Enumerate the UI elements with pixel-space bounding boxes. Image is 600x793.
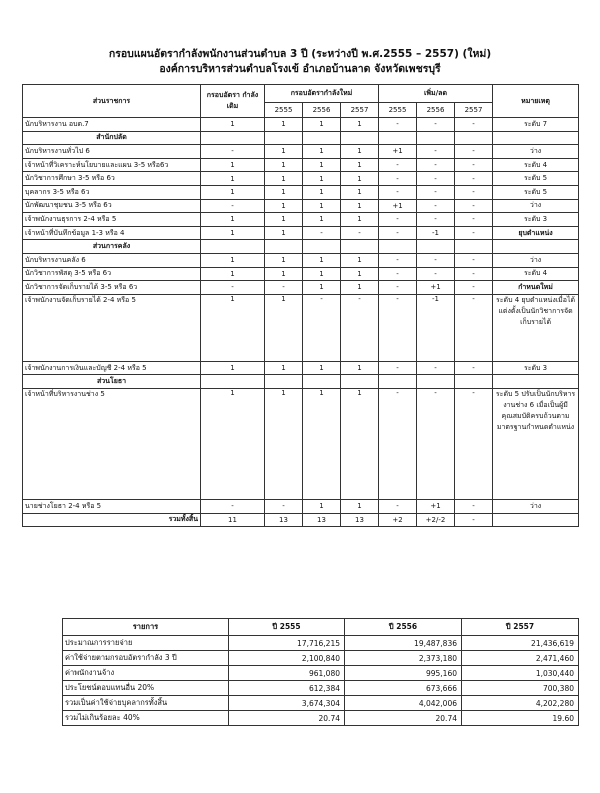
budget-value: 3,674,304 — [229, 696, 345, 711]
empty-cell — [417, 375, 455, 389]
position-name: เจ้าพนักงานการเงินและบัญชี 2-4 หรือ 5 — [23, 361, 201, 375]
value-cell: - — [379, 499, 417, 513]
value-cell: - — [417, 172, 455, 186]
budget-row — [63, 711, 579, 726]
table-row — [23, 388, 579, 499]
value-cell: - — [455, 185, 493, 199]
note-cell: ยุบตำแหน่ง — [493, 226, 579, 240]
header-original: กรอบอัตรา กำลังเดิม — [201, 85, 265, 118]
value-cell: 13 — [303, 513, 341, 527]
value-cell: 1 — [265, 388, 303, 499]
value-cell: - — [379, 253, 417, 267]
value-cell: 1 — [265, 294, 303, 361]
header-division: ส่วนราชการ — [23, 85, 201, 118]
empty-cell — [493, 240, 579, 254]
table-row — [23, 213, 579, 227]
budget-header-label: รายการ — [63, 619, 229, 636]
budget-value: 4,042,006 — [345, 696, 462, 711]
budget-label: รวมไม่เกินร้อยละ 40% — [63, 711, 229, 726]
value-cell: 1 — [201, 172, 265, 186]
empty-cell — [379, 131, 417, 145]
value-cell: 1 — [303, 213, 341, 227]
value-cell: - — [201, 499, 265, 513]
budget-value: 995,160 — [345, 666, 462, 681]
position-name: บุคลากร 3-5 หรือ 6ว — [23, 185, 201, 199]
empty-cell — [379, 240, 417, 254]
section-row — [23, 375, 579, 389]
budget-value: 4,202,280 — [462, 696, 579, 711]
total-row — [23, 513, 579, 527]
position-name: เจ้าพนักงานธุรการ 2-4 หรือ 5 — [23, 213, 201, 227]
value-cell: - — [455, 294, 493, 361]
value-cell: - — [265, 281, 303, 295]
header-change: เพิ่ม/ลด — [379, 85, 493, 103]
budget-row — [63, 666, 579, 681]
value-cell: - — [455, 361, 493, 375]
value-cell: 1 — [303, 388, 341, 499]
value-cell: - — [379, 185, 417, 199]
value-cell: -1 — [417, 294, 455, 361]
empty-cell — [379, 375, 417, 389]
budget-value: 1,030,440 — [462, 666, 579, 681]
budget-value: 19,487,836 — [345, 636, 462, 651]
header-year: 2555 — [379, 103, 417, 118]
budget-table — [62, 618, 579, 726]
value-cell: 1 — [201, 361, 265, 375]
position-name: นายช่างโยธา 2-4 หรือ 5 — [23, 499, 201, 513]
empty-cell — [455, 375, 493, 389]
value-cell: 1 — [341, 388, 379, 499]
table-row — [23, 158, 579, 172]
value-cell: 13 — [341, 513, 379, 527]
empty-cell — [201, 131, 265, 145]
value-cell: 1 — [265, 118, 303, 132]
note-cell: กำหนดใหม่ — [493, 281, 579, 295]
note-cell: ระดับ 5 — [493, 185, 579, 199]
header-new-frame: กรอบอัตรากำลังใหม่ — [265, 85, 379, 103]
value-cell: - — [455, 213, 493, 227]
header-year: 2555 — [265, 103, 303, 118]
empty-cell — [455, 240, 493, 254]
position-name: เจ้าพนักงานจัดเก็บรายได้ 2-4 หรือ 5 — [23, 294, 201, 361]
value-cell: 1 — [265, 158, 303, 172]
value-cell: 1 — [201, 118, 265, 132]
value-cell: 13 — [265, 513, 303, 527]
value-cell: 1 — [303, 281, 341, 295]
header-note: หมายเหตุ — [493, 85, 579, 118]
budget-table-body — [63, 636, 579, 726]
budget-value: 20.74 — [229, 711, 345, 726]
value-cell: - — [455, 281, 493, 295]
position-name: เจ้าหน้าที่บริหารงานช่าง 5 — [23, 388, 201, 499]
value-cell: - — [417, 253, 455, 267]
budget-value: 2,100,840 — [229, 651, 345, 666]
value-cell: 1 — [341, 199, 379, 213]
position-name: นักบริหารงาน อบต.7 — [23, 118, 201, 132]
empty-cell — [201, 240, 265, 254]
note-cell: ว่าง — [493, 499, 579, 513]
value-cell: +1 — [379, 145, 417, 159]
value-cell: - — [417, 158, 455, 172]
value-cell: 1 — [265, 361, 303, 375]
budget-value: 2,373,180 — [345, 651, 462, 666]
value-cell: 1 — [201, 388, 265, 499]
table-row — [23, 145, 579, 159]
value-cell: 1 — [341, 158, 379, 172]
empty-cell — [201, 375, 265, 389]
budget-row — [63, 651, 579, 666]
budget-label: ประมาณการรายจ่าย — [63, 636, 229, 651]
staffing-table — [22, 84, 579, 527]
section-row — [23, 131, 579, 145]
empty-cell — [455, 131, 493, 145]
value-cell: - — [455, 267, 493, 281]
empty-cell — [417, 240, 455, 254]
position-name: เจ้าหน้าที่วิเคราะห์นโยบายและแผน 3-5 หรือ6ว — [23, 158, 201, 172]
value-cell: - — [417, 145, 455, 159]
value-cell: - — [379, 388, 417, 499]
budget-row — [63, 681, 579, 696]
section-title: ส่วนการคลัง — [23, 240, 201, 254]
empty-cell — [341, 375, 379, 389]
value-cell: 1 — [201, 294, 265, 361]
position-name: รวมทั้งสิ้น — [23, 513, 201, 527]
value-cell: - — [455, 158, 493, 172]
value-cell: 1 — [341, 281, 379, 295]
value-cell: 1 — [341, 118, 379, 132]
note-cell: ระดับ 4 — [493, 267, 579, 281]
value-cell: - — [303, 226, 341, 240]
value-cell: 1 — [341, 499, 379, 513]
value-cell: 1 — [303, 267, 341, 281]
header-year: 2556 — [417, 103, 455, 118]
budget-row — [63, 696, 579, 711]
table-row — [23, 361, 579, 375]
budget-value: 21,436,619 — [462, 636, 579, 651]
budget-value: 700,380 — [462, 681, 579, 696]
value-cell: 1 — [265, 213, 303, 227]
position-name: เจ้าหน้าที่บันทึกข้อมูล 1-3 หรือ 4 — [23, 226, 201, 240]
value-cell: - — [379, 158, 417, 172]
value-cell: 1 — [265, 253, 303, 267]
empty-cell — [341, 131, 379, 145]
value-cell: 1 — [303, 172, 341, 186]
value-cell: - — [455, 199, 493, 213]
budget-header-year: ปี 2556 — [345, 619, 462, 636]
budget-value: 17,716,215 — [229, 636, 345, 651]
value-cell: - — [341, 294, 379, 361]
note-cell: ระดับ 3 — [493, 361, 579, 375]
value-cell: +1 — [379, 199, 417, 213]
value-cell: - — [303, 294, 341, 361]
value-cell: 1 — [201, 226, 265, 240]
value-cell: -1 — [417, 226, 455, 240]
header-year: 2556 — [303, 103, 341, 118]
budget-value: 2,471,460 — [462, 651, 579, 666]
section-title: สำนักปลัด — [23, 131, 201, 145]
note-cell: ระดับ 5 — [493, 172, 579, 186]
value-cell: 1 — [341, 267, 379, 281]
value-cell: - — [455, 118, 493, 132]
value-cell: 1 — [265, 226, 303, 240]
budget-header-year: ปี 2555 — [229, 619, 345, 636]
value-cell: - — [455, 513, 493, 527]
value-cell: - — [455, 226, 493, 240]
value-cell: 1 — [303, 199, 341, 213]
budget-value: 20.74 — [345, 711, 462, 726]
table-row — [23, 118, 579, 132]
table-row — [23, 226, 579, 240]
table-row — [23, 267, 579, 281]
table-row — [23, 172, 579, 186]
value-cell: - — [379, 294, 417, 361]
value-cell: - — [341, 226, 379, 240]
table-row — [23, 253, 579, 267]
budget-label: รวมเป็นค่าใช้จ่ายบุคลากรทั้งสิ้น — [63, 696, 229, 711]
value-cell: - — [417, 388, 455, 499]
position-name: นักบริหารงานทั่วไป 6 — [23, 145, 201, 159]
value-cell: +1 — [417, 499, 455, 513]
note-cell: ว่าง — [493, 145, 579, 159]
value-cell: 1 — [303, 185, 341, 199]
budget-value: 961,080 — [229, 666, 345, 681]
value-cell: 1 — [341, 185, 379, 199]
position-name: นักวิชาการศึกษา 3-5 หรือ 6ว — [23, 172, 201, 186]
note-cell: ระดับ 3 — [493, 213, 579, 227]
header-year: 2557 — [455, 103, 493, 118]
value-cell: 1 — [265, 267, 303, 281]
empty-cell — [493, 375, 579, 389]
value-cell: 1 — [303, 499, 341, 513]
empty-cell — [265, 375, 303, 389]
value-cell: 1 — [265, 185, 303, 199]
budget-header-year: ปี 2557 — [462, 619, 579, 636]
value-cell: - — [379, 213, 417, 227]
value-cell: - — [379, 226, 417, 240]
value-cell: 1 — [341, 361, 379, 375]
budget-value: 612,384 — [229, 681, 345, 696]
value-cell: - — [455, 388, 493, 499]
value-cell: - — [379, 172, 417, 186]
value-cell: 1 — [201, 185, 265, 199]
value-cell: +2 — [379, 513, 417, 527]
budget-value: 673,666 — [345, 681, 462, 696]
position-name: นักบริหารงานคลัง 6 — [23, 253, 201, 267]
value-cell: - — [417, 361, 455, 375]
document-subtitle: องค์การบริหารส่วนตำบลโรงเข้ อำเภอบ้านลาด จังหวัดเพชรบุรี — [159, 63, 441, 75]
note-cell: ระดับ 4 — [493, 158, 579, 172]
value-cell: 1 — [201, 267, 265, 281]
value-cell: 1 — [265, 172, 303, 186]
value-cell: - — [379, 361, 417, 375]
position-name: นักวิชาการจัดเก็บรายได้ 3-5 หรือ 6ว — [23, 281, 201, 295]
note-cell: ระดับ 5 ปรับเป็นนักบริหารงานช่าง 6 เมื่อเป็นผู้มีคุณสมบัติครบถ้วนตามมาตรฐานกำหนดตำแหน่ง — [493, 388, 579, 499]
value-cell: 11 — [201, 513, 265, 527]
position-name: นักพัฒนาชุมชน 3-5 หรือ 6ว — [23, 199, 201, 213]
value-cell: 1 — [341, 172, 379, 186]
budget-value: 19.60 — [462, 711, 579, 726]
value-cell: - — [265, 499, 303, 513]
value-cell: 1 — [303, 118, 341, 132]
value-cell: - — [201, 281, 265, 295]
staffing-table-body — [23, 118, 579, 527]
section-row — [23, 240, 579, 254]
value-cell: 1 — [201, 253, 265, 267]
empty-cell — [303, 375, 341, 389]
value-cell: - — [455, 253, 493, 267]
value-cell: - — [379, 267, 417, 281]
value-cell: - — [379, 118, 417, 132]
value-cell: 1 — [265, 145, 303, 159]
empty-cell — [493, 131, 579, 145]
value-cell: 1 — [341, 213, 379, 227]
value-cell: 1 — [303, 145, 341, 159]
budget-row — [63, 636, 579, 651]
empty-cell — [265, 240, 303, 254]
value-cell: - — [455, 499, 493, 513]
empty-cell — [265, 131, 303, 145]
value-cell: 1 — [341, 253, 379, 267]
value-cell: - — [417, 185, 455, 199]
value-cell: - — [417, 199, 455, 213]
note-cell: ว่าง — [493, 253, 579, 267]
empty-cell — [303, 131, 341, 145]
value-cell: - — [417, 118, 455, 132]
value-cell: - — [417, 267, 455, 281]
budget-label: ค่าใช้จ่ายตามกรอบอัตรากำลัง 3 ปี — [63, 651, 229, 666]
header-year: 2557 — [341, 103, 379, 118]
empty-cell — [303, 240, 341, 254]
value-cell: 1 — [201, 158, 265, 172]
position-name: นักวิชาการพัสดุ 3-5 หรือ 6ว — [23, 267, 201, 281]
empty-cell — [341, 240, 379, 254]
value-cell: - — [455, 172, 493, 186]
note-cell: ระดับ 7 — [493, 118, 579, 132]
empty-cell — [417, 131, 455, 145]
note-cell: ว่าง — [493, 199, 579, 213]
table-row — [23, 294, 579, 361]
value-cell: +1 — [417, 281, 455, 295]
value-cell: - — [417, 213, 455, 227]
budget-label: ค่าพนักงานจ้าง — [63, 666, 229, 681]
value-cell: - — [455, 145, 493, 159]
value-cell: 1 — [303, 361, 341, 375]
table-row — [23, 199, 579, 213]
table-row — [23, 499, 579, 513]
value-cell: +2/-2 — [417, 513, 455, 527]
budget-label: ประโยชน์ตอบแทนอื่น 20% — [63, 681, 229, 696]
value-cell: - — [201, 199, 265, 213]
note-cell: ระดับ 4 ยุบตำแหน่งเมื่อได้แต่งตั้งเป็นนักวิชาการจัดเก็บรายได้ — [493, 294, 579, 361]
table-row — [23, 281, 579, 295]
value-cell: 1 — [303, 158, 341, 172]
note-cell — [493, 513, 579, 527]
value-cell: - — [379, 281, 417, 295]
value-cell: 1 — [303, 253, 341, 267]
table-row — [23, 185, 579, 199]
value-cell: 1 — [265, 199, 303, 213]
document-title: กรอบแผนอัตรากำลังพนักงานส่วนตำบล 3 ปี (ระหว่างปี พ.ศ.2555 – 2557) (ใหม่) — [108, 48, 492, 60]
value-cell: - — [201, 145, 265, 159]
value-cell: 1 — [201, 213, 265, 227]
value-cell: 1 — [341, 145, 379, 159]
section-title: ส่วนโยธา — [23, 375, 201, 389]
